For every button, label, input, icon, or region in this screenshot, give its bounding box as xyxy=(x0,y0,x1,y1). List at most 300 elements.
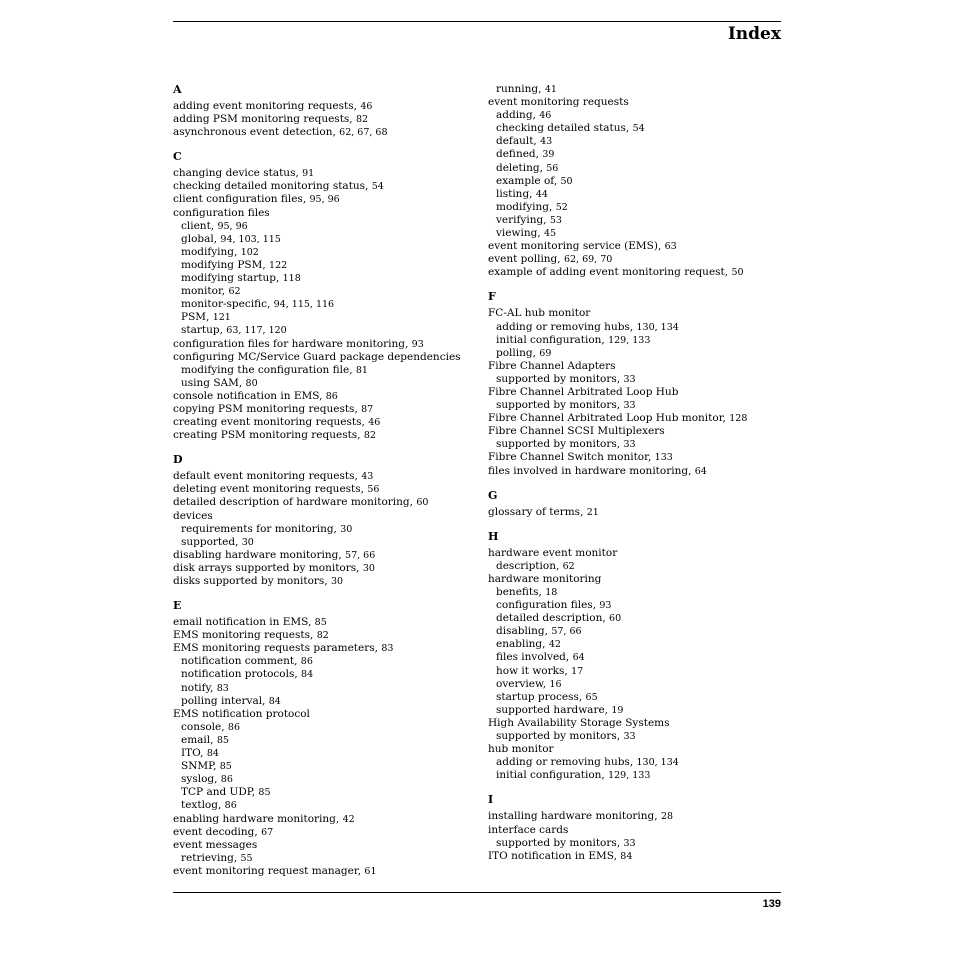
index-subentry xyxy=(488,665,793,678)
index-subentry xyxy=(488,321,793,334)
page-number: 139 xyxy=(762,898,781,910)
index-page-ref: 60 xyxy=(609,613,622,625)
index-page-ref: 50 xyxy=(560,175,573,187)
index-entry xyxy=(173,429,478,442)
index-subentry xyxy=(173,721,478,734)
index-term: modifying the configuration file, xyxy=(181,363,356,376)
index-term: event polling, xyxy=(488,253,564,266)
index-subentry xyxy=(488,175,793,188)
index-entry xyxy=(173,496,478,509)
index-term: modifying, xyxy=(496,200,556,213)
index-term: supported by monitors, xyxy=(496,372,624,385)
index-entry xyxy=(173,865,478,878)
index-term: configuration files xyxy=(173,206,270,219)
index-entry xyxy=(173,180,478,193)
index-subentry xyxy=(488,560,793,573)
index-term: default event monitoring requests, xyxy=(173,470,362,483)
index-subentry xyxy=(488,373,793,386)
index-term: detailed description, xyxy=(496,612,610,625)
index-page-ref: 121 xyxy=(212,312,231,324)
index-page-ref: 60 xyxy=(416,497,429,509)
index-page-ref: 41 xyxy=(544,84,557,95)
index-page-ref: 85 xyxy=(219,761,232,773)
index-term: enabling, xyxy=(496,638,549,651)
index-entry xyxy=(173,839,478,852)
index-page-ref: 33 xyxy=(623,837,636,849)
index-page-ref: 84 xyxy=(268,695,281,707)
index-subentry xyxy=(488,837,793,850)
index-term: PSM, xyxy=(181,311,213,324)
index-term: EMS monitoring requests, xyxy=(173,629,317,642)
index-subentry xyxy=(488,612,793,625)
index-letter-heading: I xyxy=(488,793,494,807)
index-subentry xyxy=(488,438,793,451)
index-page-ref: 69 xyxy=(539,347,552,359)
index-term: supported hardware, xyxy=(496,703,612,716)
index-entry xyxy=(173,575,478,588)
index-subentry xyxy=(173,377,478,390)
index-subentry xyxy=(173,852,478,865)
index-entry xyxy=(488,717,793,730)
index-subentry xyxy=(488,122,793,135)
index-term: supported, xyxy=(181,535,242,548)
index-term: example of adding event monitoring request, xyxy=(488,266,732,279)
index-term: ITO, xyxy=(181,747,207,760)
index-term: startup, xyxy=(181,324,227,337)
index-subentry xyxy=(488,769,793,782)
index-subentry xyxy=(173,523,478,536)
index-term: EMS notification protocol xyxy=(173,707,310,720)
index-page-ref: 130, 134 xyxy=(636,757,679,769)
index-entry xyxy=(173,708,478,721)
index-entry xyxy=(488,573,793,586)
index-page-ref: 91 xyxy=(302,168,315,180)
index-entry xyxy=(173,562,478,575)
index-entry xyxy=(488,506,793,519)
index-entry xyxy=(173,642,478,655)
index-subentry xyxy=(488,678,793,691)
index-entry xyxy=(488,425,793,438)
index-page-ref: 54 xyxy=(371,181,384,193)
index-entry xyxy=(488,96,793,109)
index-subentry xyxy=(173,364,478,377)
footer-rule xyxy=(173,892,781,893)
index-term: modifying, xyxy=(181,245,241,258)
index-term: initial configuration, xyxy=(496,333,609,346)
index-term: devices xyxy=(173,509,213,522)
index-page-ref: 16 xyxy=(549,678,562,690)
index-term: hardware event monitor xyxy=(488,546,618,559)
index-page-ref: 61 xyxy=(364,865,377,877)
index-entry xyxy=(173,338,478,351)
index-subentry xyxy=(173,682,478,695)
index-page-ref: 43 xyxy=(540,136,553,148)
index-page-ref: 19 xyxy=(611,704,624,716)
index-page-ref: 65 xyxy=(585,691,598,703)
index-page-ref: 53 xyxy=(549,214,562,226)
index-term: event monitoring request manager, xyxy=(173,864,365,877)
index-page-ref: 46 xyxy=(360,101,373,112)
index-page-ref: 30 xyxy=(241,536,254,548)
index-page-ref: 46 xyxy=(368,417,381,429)
index-term: email notification in EMS, xyxy=(173,616,315,629)
index-entry xyxy=(488,266,793,279)
index-term: creating event monitoring requests, xyxy=(173,416,369,429)
index-page-ref: 87 xyxy=(361,403,374,415)
index-subentry xyxy=(173,324,478,337)
index-page-ref: 86 xyxy=(224,800,237,812)
index-page-ref: 133 xyxy=(654,452,673,464)
index-term: Fibre Channel SCSI Multiplexers xyxy=(488,425,665,438)
index-term: checking detailed monitoring status, xyxy=(173,180,372,193)
index-term: installing hardware monitoring, xyxy=(488,810,661,823)
index-subentry xyxy=(173,298,478,311)
index-term: asynchronous event detection, xyxy=(173,126,340,139)
index-page-ref: 30 xyxy=(340,523,353,535)
index-term: monitor-specific, xyxy=(181,298,274,311)
index-entry xyxy=(173,351,478,364)
index-entry xyxy=(173,470,478,483)
index-page-ref: 42 xyxy=(548,639,561,651)
index-subentry xyxy=(488,756,793,769)
index-entry xyxy=(173,549,478,562)
index-page-ref: 95, 96 xyxy=(217,220,248,232)
index-page-ref: 50 xyxy=(731,267,744,279)
index-page-ref: 54 xyxy=(632,123,645,135)
index-term: notification protocols, xyxy=(181,668,302,681)
index-subentry xyxy=(488,109,793,122)
index-term: adding or removing hubs, xyxy=(496,756,637,769)
index-entry xyxy=(488,547,793,560)
index-entry xyxy=(173,629,478,642)
index-entry xyxy=(488,253,793,266)
index-letter-heading: H xyxy=(488,529,499,543)
index-subentry xyxy=(488,227,793,240)
index-letter-heading: F xyxy=(488,290,496,304)
index-page-ref: 83 xyxy=(216,682,229,694)
index-term: console notification in EMS, xyxy=(173,389,326,402)
index-term: checking detailed status, xyxy=(496,122,633,135)
index-page-ref: 63 xyxy=(664,241,677,253)
index-page-ref: 67 xyxy=(261,826,274,838)
index-column-right xyxy=(488,83,793,863)
index-page-ref: 62, 69, 70 xyxy=(563,254,613,266)
index-subentry xyxy=(488,214,793,227)
index-subentry xyxy=(173,695,478,708)
index-term: requirements for monitoring, xyxy=(181,522,341,535)
index-subentry xyxy=(173,786,478,799)
index-term: changing device status, xyxy=(173,167,303,180)
index-page-ref: 62, 67, 68 xyxy=(339,127,388,139)
index-term: detailed description of hardware monitoring, xyxy=(173,496,417,509)
index-term: hardware monitoring xyxy=(488,572,602,585)
index-letter-heading: G xyxy=(488,488,498,502)
index-page-ref: 80 xyxy=(245,377,258,389)
index-page-ref: 95, 96 xyxy=(309,194,340,206)
index-subentry xyxy=(173,734,478,747)
index-subentry xyxy=(173,272,478,285)
index-subentry xyxy=(488,651,793,664)
index-page-ref: 56 xyxy=(367,484,380,496)
index-page-ref: 33 xyxy=(623,731,636,743)
index-subentry xyxy=(173,536,478,549)
index-term: deleting event monitoring requests, xyxy=(173,483,368,496)
index-entry xyxy=(173,510,478,523)
index-term: modifying startup, xyxy=(181,272,283,285)
index-entry xyxy=(173,416,478,429)
index-term: event messages xyxy=(173,838,258,851)
index-term: files involved in hardware monitoring, xyxy=(488,464,695,477)
index-page-ref: 93 xyxy=(411,338,424,350)
index-subentry xyxy=(173,233,478,246)
index-term: Fibre Channel Arbitrated Loop Hub monitor, xyxy=(488,412,730,425)
index-term: default, xyxy=(496,135,541,148)
index-term: disks supported by monitors, xyxy=(173,575,331,587)
index-term: hub monitor xyxy=(488,743,554,756)
index-subentry xyxy=(173,220,478,233)
index-page-ref: 30 xyxy=(362,562,375,574)
index-entry xyxy=(488,743,793,756)
index-entry xyxy=(488,360,793,373)
index-page-ref: 42 xyxy=(342,813,355,825)
index-subentry xyxy=(173,668,478,681)
index-page-ref: 129, 133 xyxy=(608,334,651,346)
index-entry xyxy=(488,465,793,478)
index-page-ref: 85 xyxy=(216,734,229,746)
index-page-ref: 21 xyxy=(586,506,599,518)
index-subentry xyxy=(173,246,478,259)
index-term: notify, xyxy=(181,681,217,694)
index-term: Fibre Channel Adapters xyxy=(488,359,616,372)
index-term: supported by monitors, xyxy=(496,438,624,451)
index-subentry xyxy=(173,773,478,786)
index-term: event monitoring service (EMS), xyxy=(488,240,665,253)
index-entry xyxy=(488,451,793,464)
index-term: description, xyxy=(496,559,563,572)
index-page-ref: 86 xyxy=(325,390,338,402)
index-page-ref: 55 xyxy=(240,852,253,864)
index-term: adding PSM monitoring requests, xyxy=(173,113,356,126)
index-page-ref: 45 xyxy=(544,228,557,240)
index-subentry xyxy=(488,162,793,175)
index-page-ref: 64 xyxy=(572,652,585,664)
index-page-ref: 122 xyxy=(269,259,288,271)
index-entry xyxy=(173,403,478,416)
index-page-ref: 86 xyxy=(220,774,233,786)
index-term: adding event monitoring requests, xyxy=(173,100,361,112)
page-title: Index xyxy=(727,24,781,44)
index-page-ref: 62 xyxy=(562,560,575,572)
index-term: monitor, xyxy=(181,285,229,298)
index-subentry xyxy=(488,148,793,161)
index-page-ref: 84 xyxy=(301,669,314,681)
index-subentry xyxy=(488,83,793,96)
index-page-ref: 44 xyxy=(535,188,548,200)
index-entry xyxy=(488,240,793,253)
index-page-ref: 62 xyxy=(228,286,241,298)
index-term: client configuration files, xyxy=(173,193,310,206)
index-term: example of, xyxy=(496,174,561,187)
index-term: supported by monitors, xyxy=(496,730,624,743)
index-page-ref: 82 xyxy=(355,114,369,126)
index-term: global, xyxy=(181,232,221,245)
index-term: verifying, xyxy=(496,213,550,226)
index-page-ref: 56 xyxy=(546,162,559,174)
index-page-ref: 39 xyxy=(542,149,555,161)
index-page-ref: 18 xyxy=(545,587,558,598)
index-entry xyxy=(488,386,793,399)
index-page-ref: 93 xyxy=(599,600,612,612)
index-page-ref: 33 xyxy=(623,400,636,412)
index-term: creating PSM monitoring requests, xyxy=(173,429,364,442)
index-subentry xyxy=(488,201,793,214)
index-entry xyxy=(173,193,478,206)
index-entry xyxy=(173,167,478,180)
index-term: disabling hardware monitoring, xyxy=(173,548,346,561)
index-entry xyxy=(488,824,793,837)
index-subentry xyxy=(173,760,478,773)
index-subentry xyxy=(173,311,478,324)
index-term: High Availability Storage Systems xyxy=(488,716,670,729)
index-term: deleting, xyxy=(496,161,547,174)
index-term: ITO notification in EMS, xyxy=(488,849,621,862)
index-entry xyxy=(173,483,478,496)
index-page-ref: 81 xyxy=(355,364,368,376)
index-page-ref: 85 xyxy=(258,787,271,799)
index-entry xyxy=(173,113,478,126)
index-term: running, xyxy=(496,83,545,95)
index-term: SNMP, xyxy=(181,760,220,773)
index-term: supported by monitors, xyxy=(496,836,624,849)
index-term: startup process, xyxy=(496,690,586,703)
index-term: email, xyxy=(181,733,217,746)
index-letter-heading: D xyxy=(173,453,183,467)
index-subentry xyxy=(488,599,793,612)
index-page-ref: 64 xyxy=(694,465,707,477)
index-term: event decoding, xyxy=(173,825,262,838)
index-term: console, xyxy=(181,720,228,733)
index-term: polling, xyxy=(496,346,540,359)
index-entry xyxy=(173,126,478,139)
index-term: overview, xyxy=(496,677,550,690)
index-page-ref: 84 xyxy=(206,748,219,760)
index-entry xyxy=(488,850,793,863)
index-subentry xyxy=(173,259,478,272)
index-page-ref: 86 xyxy=(227,721,241,733)
index-page-ref: 30 xyxy=(331,576,344,587)
index-entry xyxy=(488,810,793,823)
index-page-ref: 57, 66 xyxy=(345,549,376,561)
index-term: disabling, xyxy=(496,625,552,638)
index-term: polling interval, xyxy=(181,694,269,707)
index-term: modifying PSM, xyxy=(181,258,270,271)
index-term: syslog, xyxy=(181,773,221,786)
index-entry xyxy=(173,826,478,839)
index-term: adding or removing hubs, xyxy=(496,320,637,333)
index-page-ref: 85 xyxy=(314,617,327,629)
index-entry xyxy=(488,307,793,320)
index-term: interface cards xyxy=(488,823,569,836)
index-subentry xyxy=(488,691,793,704)
index-term: TCP and UDP, xyxy=(181,786,259,799)
index-term: FC-AL hub monitor xyxy=(488,307,591,320)
index-subentry xyxy=(488,334,793,347)
index-term: configuration files, xyxy=(496,599,600,612)
index-term: viewing, xyxy=(496,227,545,240)
index-page-ref: 33 xyxy=(623,373,636,385)
index-subentry xyxy=(488,625,793,638)
index-letter-heading: C xyxy=(173,150,182,164)
index-subentry xyxy=(488,399,793,412)
index-subentry xyxy=(488,730,793,743)
index-page-ref: 43 xyxy=(361,471,374,483)
index-page-ref: 82 xyxy=(363,430,376,442)
index-subentry xyxy=(488,586,793,599)
index-term: glossary of terms, xyxy=(488,505,587,518)
index-term: benefits, xyxy=(496,586,546,598)
index-subentry xyxy=(173,747,478,760)
index-term: configuration files for hardware monitoring, xyxy=(173,337,412,350)
index-page-ref: 57, 66 xyxy=(551,626,582,638)
index-entry xyxy=(488,412,793,425)
index-page-ref: 33 xyxy=(623,439,636,451)
index-term: initial configuration, xyxy=(496,769,609,782)
index-subentry xyxy=(488,638,793,651)
index-entry xyxy=(173,616,478,629)
index-subentry xyxy=(488,347,793,360)
index-page-ref: 129, 133 xyxy=(608,770,651,782)
index-subentry xyxy=(173,799,478,812)
index-page-ref: 46 xyxy=(539,110,552,122)
index-page-ref: 130, 134 xyxy=(636,321,679,333)
index-letter-heading: E xyxy=(173,599,182,613)
index-entry xyxy=(173,100,478,113)
index-page-ref: 83 xyxy=(381,643,394,655)
index-entry xyxy=(173,813,478,826)
index-subentry xyxy=(488,704,793,717)
index-term: notification comment, xyxy=(181,655,301,668)
index-term: using SAM, xyxy=(181,376,246,389)
index-page-ref: 17 xyxy=(571,665,584,677)
index-term: event monitoring requests xyxy=(488,96,629,109)
index-page-ref: 128 xyxy=(729,413,748,425)
index-entry xyxy=(173,207,478,220)
index-entry xyxy=(173,390,478,403)
index-term: defined, xyxy=(496,148,543,161)
index-column-left xyxy=(173,83,478,878)
index-page-ref: 28 xyxy=(660,811,674,823)
index-term: supported by monitors, xyxy=(496,399,624,412)
index-page-ref: 84 xyxy=(620,850,633,862)
index-term: how it works, xyxy=(496,664,572,677)
index-term: retrieving, xyxy=(181,851,241,864)
index-letter-heading: A xyxy=(173,83,182,96)
index-subentry xyxy=(488,188,793,201)
index-term: copying PSM monitoring requests, xyxy=(173,402,362,415)
index-term: adding, xyxy=(496,109,540,122)
index-page-ref: 82 xyxy=(316,630,329,642)
index-page-ref: 118 xyxy=(282,273,301,285)
index-term: Fibre Channel Switch monitor, xyxy=(488,451,655,464)
index-term: Fibre Channel Arbitrated Loop Hub xyxy=(488,385,679,398)
index-subentry xyxy=(173,655,478,668)
index-term: configuring MC/Service Guard package dependencies xyxy=(173,350,461,363)
index-page-ref: 94, 115, 116 xyxy=(273,299,335,311)
index-term: EMS monitoring requests parameters, xyxy=(173,642,382,655)
index-page-ref: 63, 117, 120 xyxy=(226,325,287,337)
index-page-ref: 52 xyxy=(555,201,568,213)
index-page-ref: 102 xyxy=(240,246,259,258)
